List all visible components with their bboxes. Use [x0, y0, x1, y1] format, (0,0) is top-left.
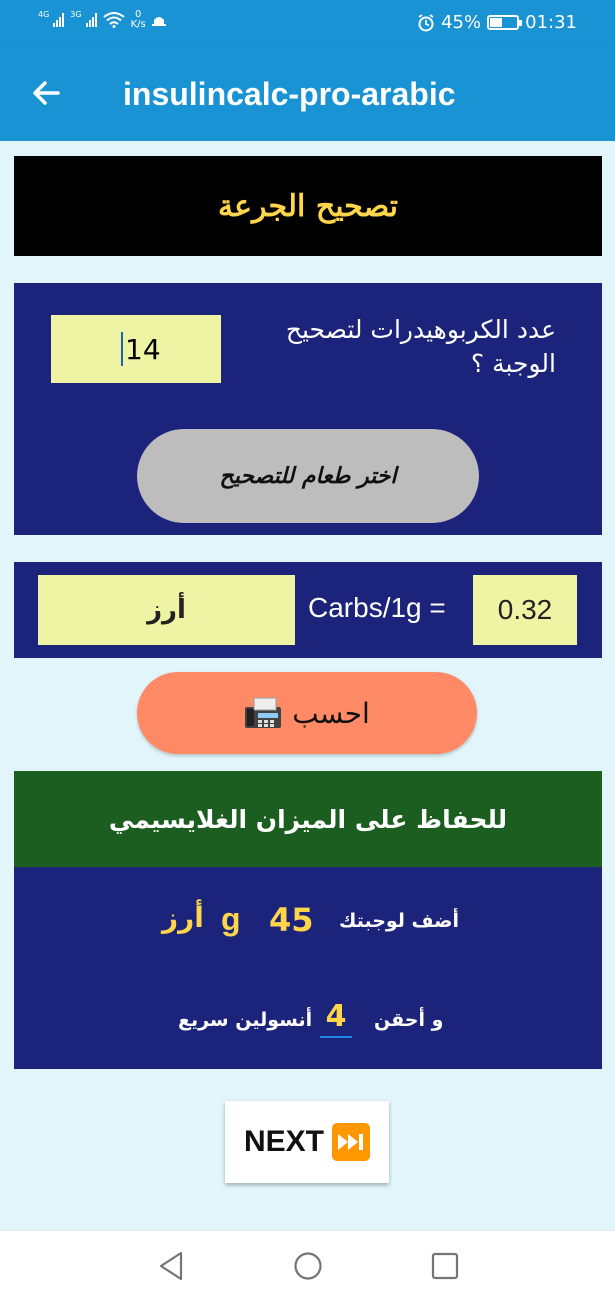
carb-count-label: عدد الكربوهيدرات لتصحيح الوجبة ؟ [285, 315, 556, 378]
calculate-button[interactable] [137, 672, 477, 754]
clock: 01:31 [525, 12, 577, 33]
balance-banner [14, 771, 602, 867]
network-type-1: 4G [38, 9, 50, 19]
signal-icon [86, 13, 97, 27]
network-speed [131, 10, 146, 30]
page-header [14, 156, 602, 256]
inject-row [14, 997, 602, 1047]
choose-food-button[interactable]: اختر طعام للتصحيح [137, 429, 479, 523]
triangle-back-icon[interactable] [158, 1251, 184, 1281]
battery-percent: 45% [441, 12, 482, 33]
food-amount-value: 45 [269, 901, 314, 939]
app-title: insulincalc-pro-arabic [123, 76, 456, 112]
square-recents-icon[interactable] [431, 1252, 459, 1280]
balance-banner-text: للحفاظ على الميزان الغلايسيمي [108, 804, 508, 834]
result-food-name: أرز [162, 901, 204, 934]
main-content [0, 141, 615, 1230]
insulin-units-value: 4 [320, 999, 352, 1038]
carb-correction-panel [14, 283, 602, 535]
network-type-2: 3G [70, 9, 82, 19]
speed-value: 0 [134, 9, 142, 20]
arrow-left-icon [30, 76, 64, 110]
next-label: NEXT [243, 1125, 324, 1158]
carb-count-value: 14 [125, 332, 161, 366]
fax-icon [244, 697, 282, 729]
battery-icon [487, 15, 519, 30]
add-food-row [14, 897, 602, 947]
back-button[interactable] [30, 76, 66, 112]
wifi-icon [103, 12, 125, 28]
status-bar [0, 0, 615, 46]
carb-count-input[interactable] [51, 315, 221, 383]
carb-ratio-label: Carbs/1g = [308, 592, 446, 623]
food-amount-unit: g [221, 901, 241, 937]
next-button[interactable] [225, 1101, 389, 1183]
status-right [417, 12, 577, 33]
add-food-label: أضف لوجبتك [339, 910, 460, 932]
food-ratio-panel [14, 562, 602, 658]
system-nav-bar [0, 1230, 615, 1299]
app-bar [0, 46, 615, 141]
circle-home-icon[interactable] [293, 1251, 323, 1281]
result-panel [14, 867, 602, 1069]
carb-ratio-field[interactable]: 0.32 [473, 575, 577, 645]
signal-icon [53, 13, 64, 27]
fast-forward-icon [332, 1123, 370, 1161]
page-title: تصحيح الجرعة [218, 188, 398, 224]
alarm-icon [417, 14, 435, 32]
mosque-notification-icon [152, 14, 166, 26]
status-left [38, 10, 166, 30]
text-cursor [121, 332, 123, 366]
selected-food-field[interactable]: أرز [38, 575, 295, 645]
insulin-type-label: أنسولين سريع [178, 1009, 313, 1031]
inject-label: و أحقن [374, 1009, 444, 1031]
speed-unit: K/s [130, 19, 146, 30]
calculate-label: احسب [292, 696, 370, 730]
